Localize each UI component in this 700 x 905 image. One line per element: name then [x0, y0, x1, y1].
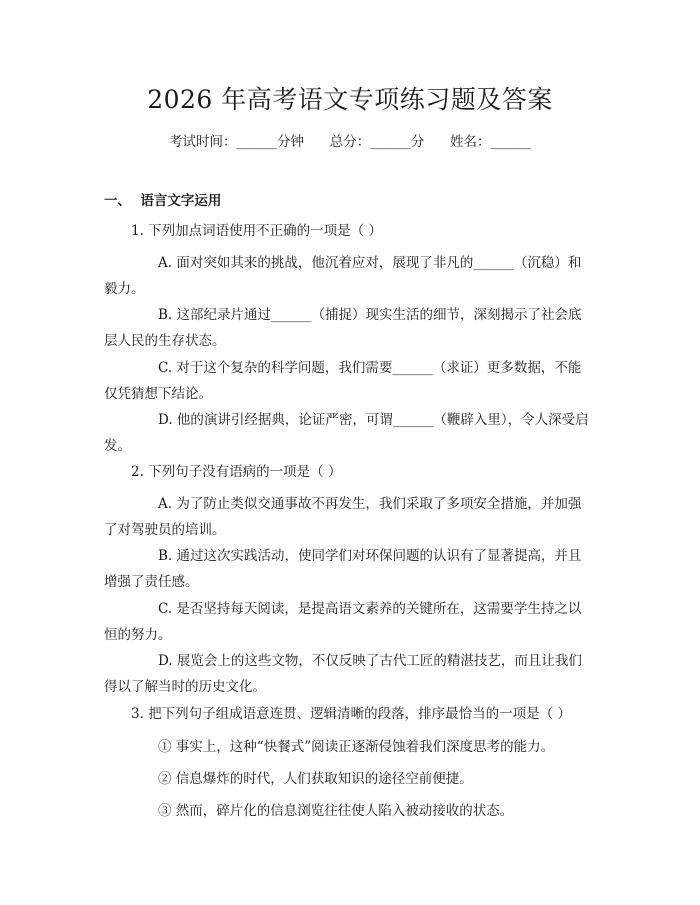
exam-info-line: 考试时间：______分钟 总分：______分 姓名：______	[169, 134, 531, 150]
question-2-option-d: D. 展览会上的这些文物，不仅反映了古代工匠的精湛技艺，而且让我们得以了解当时的历史文化。	[104, 653, 582, 695]
question-1-option-c: C. 对于这个复杂的科学问题，我们需要______（求证）更多数据，不能仅凭猜想下结论。	[104, 360, 582, 402]
question-1-option-b: B. 这部纪录片通过______（捕捉）现实生活的细节，深刻揭示了社会底层人民的生存状态。	[104, 307, 582, 349]
question-2-option-c: C. 是否坚持每天阅读，是提高语文素养的关键所在，这需要学生持之以恒的努力。	[104, 601, 582, 643]
question-3-sentence-3: ③ 然而，碎片化的信息浏览往往使人陷入被动接收的状态。	[158, 803, 514, 819]
document-title: 2026 年高考语文专项练习题及答案	[147, 85, 553, 114]
question-3-stem: 3. 把下列句子组成语意连贯、逻辑清晰的段落，排序最恰当的一项是（ ）	[131, 706, 571, 722]
question-2-option-b: B. 通过这次实践活动，使同学们对环保问题的认识有了显著提高，并且增强了责任感。	[104, 548, 582, 590]
question-3-sentence-2: ② 信息爆炸的时代，人们获取知识的途径空前便捷。	[158, 771, 473, 787]
question-1-option-d: D. 他的演讲引经据典，论证严密，可谓______（鞭辟入里），令人深受启发。	[104, 412, 589, 454]
question-1-option-a: A. 面对突如其来的挑战，他沉着应对，展现了非凡的______（沉稳）和毅力。	[104, 255, 582, 297]
question-1-stem: 1. 下列加点词语使用不正确的一项是（ ）	[131, 223, 382, 239]
question-2-stem: 2. 下列句子没有语病的一项是（ ）	[131, 464, 342, 480]
question-3-sentence-1: ① 事实上，这种“快餐式”阅读正逐渐侵蚀着我们深度思考的能力。	[158, 739, 555, 755]
section-heading: 一、 语言文字运用	[104, 193, 222, 209]
question-2-option-a: A. 为了防止类似交通事故不再发生，我们采取了多项安全措施，并加强了对驾驶员的培训。	[104, 496, 582, 538]
